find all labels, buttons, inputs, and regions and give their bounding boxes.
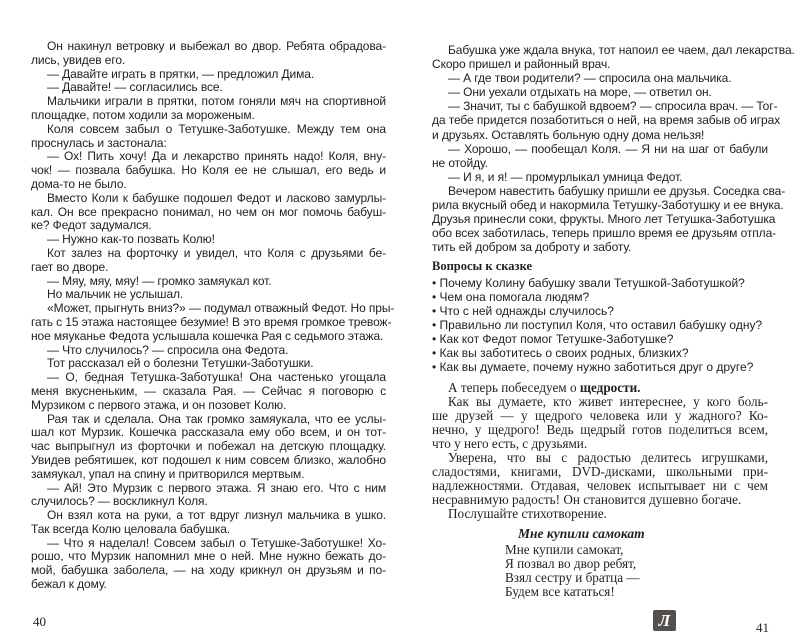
text-line: чок! — позвала бабушка. Но Коля ее не слышал, его ведь и <box>31 163 386 178</box>
question-item: • Что с ней однажды случилось? <box>432 304 762 318</box>
text-line: мой, бабушка заболела, — на ходу крикнул он друзьям и по- <box>31 563 386 578</box>
question-item: • Чем она помогала людям? <box>432 290 762 304</box>
publisher-logo: Л <box>653 610 676 631</box>
text-line: Кот залез на форточку и увидел, что Коля с друзьями бе- <box>47 245 386 260</box>
text-line: бежал к дому. <box>31 577 107 592</box>
text-line: ше друзей — у щедрого человека или у жадного? Ко- <box>432 408 768 423</box>
question-item: • Как кот Федот помог Тетушке-Заботушке? <box>432 332 762 346</box>
text-line: ное мяуканье Федота услышала кошечка Рая с седьмого этажа. <box>31 328 384 343</box>
text-line: час выпрыгнул из форточки и побежал на детскую площадку. <box>31 439 386 454</box>
text-line: Мальчики играли в прятки, потом гоняли мяч на спортивной <box>47 94 386 109</box>
left-page-text <box>31 39 395 592</box>
poem <box>505 543 640 599</box>
text-line: Послушайте стихотворение. <box>448 506 607 521</box>
text-line: кал. Он все прекрасно понимал, но чем он мог помочь бабуш- <box>31 204 386 219</box>
poem-line: Будем все кататься! <box>505 584 615 599</box>
text-line: — О, бедная Тетушка-Заботушка! Она частенько угощала <box>47 370 386 385</box>
text-line: — Хорошо, — пообещал Коля. — Я ни на шаг от бабули <box>448 141 768 156</box>
text-line: дома-то не было. <box>31 176 127 191</box>
text-line: замяукал, упал на спину и притворился мертвым. <box>31 466 305 481</box>
poem-line: Мне купили самокат, <box>505 542 624 557</box>
questions-list <box>432 276 762 374</box>
text-line: — Ох! Пить хочу! Да и лекарство принять надо! Коля, вну- <box>47 149 386 164</box>
text-line: — Что я наделал! Совсем забыл о Тетушке-Заботушке! Хо- <box>47 535 386 550</box>
text-line: сладостями, книгами, DVD-дисками, школьными при- <box>432 464 768 479</box>
generosity-word: щедрости. <box>579 380 641 395</box>
generosity-section <box>432 381 768 521</box>
text-line: — Давайте! — согласились все. <box>47 80 223 95</box>
question-item: • Как вы думаете, почему нужно заботиться друг о друге? <box>432 360 762 374</box>
text-line: гает во дворе. <box>31 259 109 274</box>
text-line: Уверена, что вы с радостью делитесь игрушками, <box>448 450 768 465</box>
text-line: рила вкусный обед и накормила Тетушку-Заботушку и ее внука. <box>432 198 784 213</box>
text-line: несравнимую радость! Он становится душевно богаче. <box>432 492 742 507</box>
question-item: • Правильно ли поступил Коля, что оставил бабушку одну? <box>432 318 762 332</box>
text-line: — Они уехали отдыхать на море, — ответил он. <box>448 85 712 100</box>
text-line: — Давайте играть в прятки, — предложил Дима. <box>47 66 315 81</box>
intro-text: А теперь побеседуем о <box>448 380 577 395</box>
text-line: — Мяу, мяу, мяу! — громко замяукал кот. <box>47 273 272 288</box>
questions-heading: Вопросы к сказке <box>432 259 533 273</box>
question-item: • Как вы заботитесь о своих родных, близких? <box>432 346 762 360</box>
text-line: и друзьях. Оставлять больную одну дома нельзя! <box>432 127 705 142</box>
text-line: Мурзиком с первого этажа, и он позовет Колю. <box>31 397 287 412</box>
text-line: проснулась и застонала: <box>31 135 167 150</box>
text-line: — Нужно как-то позвать Колю! <box>47 232 215 247</box>
text-line: не отойду. <box>432 155 488 170</box>
text-line: — Значит, ты с бабушкой вдвоем? — спросила врач. — Тог- <box>448 99 778 114</box>
text-line: — А где твои родители? — спросила она мальчика. <box>448 71 732 86</box>
right-page-text <box>432 43 795 255</box>
page-number-left: 40 <box>33 614 46 629</box>
text-line: ке? Федот задумался. <box>31 218 152 233</box>
text-line: меня вкусненьким, — сказала Рая. — Сейчас я поговорю с <box>31 383 386 398</box>
text-line: Он взял кота на руки, а тот вдруг лизнул мальчика в ушко. <box>47 508 386 523</box>
generosity-paragraphs <box>432 395 768 521</box>
text-line: Увидев ребятишек, кот подошел к ним совсем близко, жалобно <box>31 452 386 467</box>
text-line: Рая так и сделала. Она так громко замяукала, что ее услы- <box>47 411 386 426</box>
text-line: Бабушка уже ждала внука, тот напоил ее чаем, дал лекарства. <box>448 43 795 57</box>
text-line: нечно, у щедрого! Ведь щедрый готов поделиться всем, <box>432 422 768 437</box>
text-line: надлежностями. Отдавая, человек испытывает ни с чем <box>432 478 768 493</box>
page-number-right: 41 <box>756 620 769 635</box>
text-line: «Может, прыгнуть вниз?» — подумал отважный Федот. Но пры- <box>47 301 395 316</box>
text-line: Вечером навестить бабушку пришли ее друзья. Соседка сва- <box>448 183 786 198</box>
text-line: случилось? — воскликнул Коля. <box>31 494 208 509</box>
text-line: Друзья принесли соки, фрукты. Много лет Тетушка-Заботушка <box>432 212 776 227</box>
text-line: Так всегда Колю целовала бабушка. <box>31 521 231 536</box>
text-line: да тебе придется позаботиться о ней, на время забыв об играх <box>432 113 781 128</box>
text-line: Коля совсем забыл о Тетушке-Заботушке. Между тем она <box>47 121 386 136</box>
text-line: Тот рассказал ей о болезни Тетушки-Заботушки. <box>47 356 314 371</box>
text-line: шал кот Мурзик. Кошечка рассказала ему обо всем, и он тот- <box>31 425 386 440</box>
text-line: Вместо Коли к бабушке подошел Федот и ласково замурлы- <box>47 190 386 205</box>
text-line: Но мальчик не услышал. <box>47 287 184 302</box>
text-line: гать с 15 этажа настоящее безумие! В это время громкое тревож- <box>31 314 392 329</box>
text-line: площадке, потом ходили за мороженым. <box>31 107 255 122</box>
text-line: лись, увидев его. <box>31 52 126 67</box>
text-line: обо всех заботилась, теперь пришло время ее друзьям отпла- <box>432 226 777 241</box>
poem-line: Я позвал во двор ребят, <box>505 556 637 571</box>
text-line: — Что случилось? — спросила она Федота. <box>47 342 289 357</box>
text-line: — И я, и я! — промурлыкал умница Федот. <box>448 169 683 184</box>
poem-title: Мне купили самокат <box>518 526 645 541</box>
generosity-intro <box>432 381 768 395</box>
text-line: Он накинул ветровку и выбежал во двор. Ребята обрадова- <box>47 39 386 53</box>
text-line: Как вы думаете, кто живет интереснее, у кого боль- <box>448 394 768 409</box>
text-line: — Ай! Это Мурзик с первого этажа. Я знаю его. Что с ним <box>47 480 386 495</box>
question-item: • Почему Колину бабушку звали Тетушкой-Заботушкой? <box>432 276 762 290</box>
text-line: тить ей добром за доброту и заботу. <box>432 240 632 255</box>
text-line: что у него есть, с друзьями. <box>432 436 588 451</box>
text-line: рошо, что Мурзик напомнил мне о ней. Мне нужно бежать до- <box>31 549 386 564</box>
poem-line: Взял сестру и братца — <box>505 570 640 585</box>
text-line: Скоро пришел и районный врач. <box>432 57 611 72</box>
